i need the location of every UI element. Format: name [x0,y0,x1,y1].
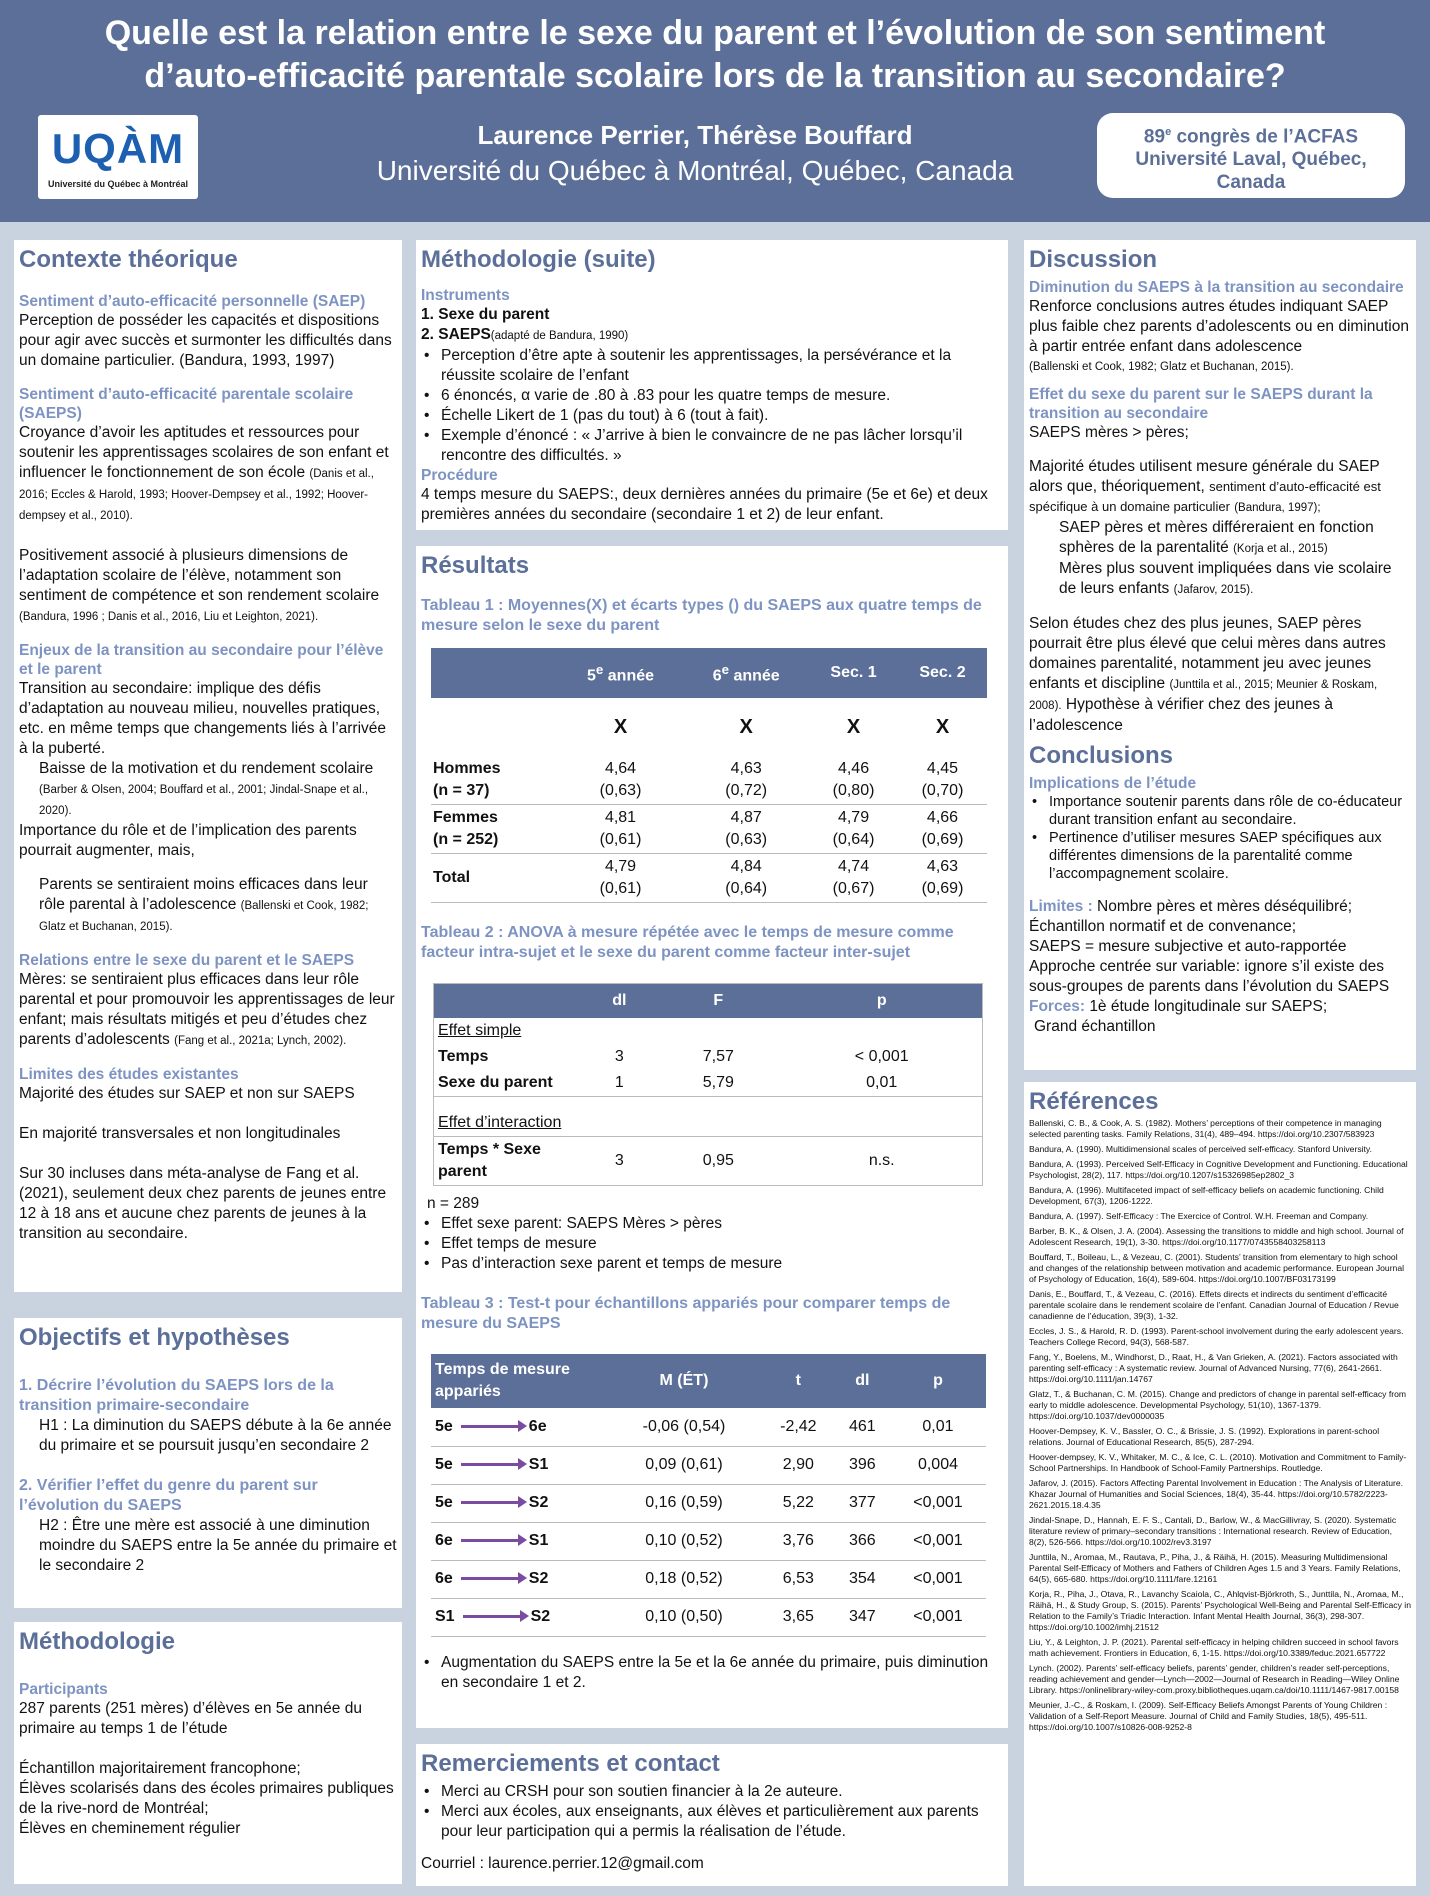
association-text [19,546,397,627]
t2-label: Temps [438,1047,489,1065]
poster-title [20,12,1410,98]
limit-3: SAEPS = mesure subjective et auto-rapportée [1029,938,1347,955]
discussion-text-2: SAEPS mères > pères; [1029,424,1189,441]
t1-sd: (0,64) [725,880,768,897]
discussion-citation-3: (Bandura, 1997); [1234,502,1321,514]
objective-1: 1. Décrire l’évolution du SAEPS lors de la transition primaire-secondaire [19,1377,334,1414]
discussion-text-4a: Selon études chez des plus jeunes, SAEP pères pourrait être plus élevé que celui mères dans autres domaines parentalité, notamment jeu avec jeunes enfants et discipline [1029,615,1386,692]
t1-row-femmes [431,805,987,854]
transition-text: Transition au secondaire: implique des défis d’adaptation au nouveau milieu, nouvelles pratiques, etc. en même temps que changements liés à l’arrivée à la puberté. [19,680,387,757]
t1-label-2: (n = 252) [433,831,499,848]
t2-bullets [421,1214,1003,1274]
reference-list [1029,1118,1411,1733]
t3-pair [431,1560,606,1598]
t2-row [434,1070,983,1097]
gender-heading: Relations entre le sexe du parent et le SAEPS [19,952,355,969]
t2-cell: < 0,001 [854,1047,909,1065]
motivation-drop: Baisse de la motivation et du rendement scolaire [39,760,374,777]
t1-mean: 4,66 [926,809,959,826]
jafarov-citation: (Jafarov, 2015). [1173,584,1254,596]
discussion-indent-2 [1029,559,1411,600]
t1-x-row [431,698,987,756]
t2-n: n = 289 [427,1195,480,1212]
t3-row [431,1408,986,1446]
t1-x-3: X [846,716,861,738]
t3-to: S2 [528,1494,549,1511]
forces-line [1029,997,1411,1017]
t3-dl: 366 [848,1532,876,1549]
t1-label [431,756,558,805]
t3-from: 5e [435,1456,453,1473]
gender-citation: (Fang et al., 2021a; Lynch, 2002). [174,1035,347,1047]
implication-1: • Importance soutenir parents dans rôle de co-éducateur durant transition enfant au secondaire. [1029,793,1411,829]
reference-item: Liu, Y., & Leighton, J. P. (2021). Parental self-efficacy in helping children succeed in school favors math achievement. Frontiers in Education, 6, 1-15. https://doi.org/10.3389/feduc.2021.657722 [1029,1637,1399,1658]
limits-text-3: Sur 30 incluses dans méta-analyse de Fang et al. (2021), seulement deux chez parents de jeunes entre 12 à 18 ans et aucune chez parents de jeunes à la transition au secondaire. [19,1165,387,1242]
t2-head-2: F [655,984,781,1018]
t1-label [431,854,558,903]
t3-dl: 377 [848,1494,876,1511]
instruments-heading: Instruments [421,287,510,304]
procedure-heading: Procédure [421,467,498,484]
korja-citation: (Korja et al., 2015) [1233,543,1328,555]
limits-text-1: Majorité des études sur SAEP et non sur SAEPS [19,1085,355,1102]
t3-pair [431,1446,606,1484]
t3-pair [431,1522,606,1560]
panel-objectifs [14,1318,402,1608]
contact-email: Courriel : laurence.perrier.12@gmail.com [421,1855,704,1872]
limits-label: Limites : [1029,898,1093,915]
discussion-text-3b: sentiment d’auto-efficacité est spécifique à un domaine particulier [1029,479,1381,514]
reference-item: Danis, E., Bouffard, T., & Vezeau, C. (2016). Effets directs et indirects du sentiment d’efficacité parentale scolaire dans le rendement scolaire de l’enfant. Canadian Journal of Education / Revue canadienne de l’éducation, 39(3), 1-32. [1029,1289,1399,1321]
logo-mark: UQÀM [51,125,185,172]
discussion-heading-1: Diminution du SAEPS à la transition au secondaire [1029,279,1404,296]
congress-box [1097,113,1405,198]
t2-label: Sexe du parent [438,1073,553,1091]
transition-indent [19,759,397,821]
congress-line-1: 89e congrès de l’ACFAS [1143,126,1359,148]
t1-head-0 [431,648,558,698]
reference-item: Bandura, A. (1993). Perceived Self-Efficacy in Cognitive Development and Functioning. Educational Psychologist, 28(2), 117. https://doi.org/10.1207/s15326985ep2802_3 [1029,1159,1408,1180]
t3-from: 6e [435,1570,453,1587]
t1-sd: (0,64) [832,831,875,848]
t1-sd: (0,80) [832,782,875,799]
reference-item: Ballenski, C. B., & Cook, A. S. (1982). Mothers’ perceptions of their competence in managing selected parenting tasks. Family Relations, 31(4), 489–494. https://doi.org/10.2307/583923 [1029,1118,1382,1139]
reference-item: Eccles, J. S., & Harold, R. D. (1993). Parent-school involvement during the early adolescent years. Teachers College Record, 94(3), 568-587. [1029,1326,1404,1347]
t3-m: 0,16 (0,59) [645,1494,723,1511]
mothers-involved: Mères plus souvent impliquées dans vie scolaire de leurs enfants [1059,560,1392,597]
panel-remerciements [416,1744,1008,1886]
poster-header [0,0,1430,222]
t1-cell [809,854,898,903]
t3-m: 0,18 (0,52) [645,1570,723,1587]
t3-p: <0,001 [913,1608,963,1625]
transition-heading: Enjeux de la transition au secondaire pour l’élève et le parent [19,642,384,678]
reference-item: Hoover-Dempsey, K. V., Bassler, O. C., & Brissie, J. S. (1992). Explorations in parent-school relations. Journal of Educational Research, 85(5), 287-294. [1029,1426,1380,1447]
t3-dl: 396 [848,1456,876,1473]
t1-row-total [431,854,987,903]
t2-cell: 7,57 [702,1047,734,1065]
t3-head-0: Temps de mesure appariés [431,1354,606,1408]
t1-mean: 4,87 [730,809,762,826]
forces-label: Forces: [1029,998,1085,1015]
table2-caption: Tableau 2 : ANOVA à mesure répétée avec le temps de mesure comme facteur intra-sujet et le sexe du parent comme facteur inter-sujet [421,924,954,961]
reference-item: Junttila, N., Aromaa, M., Rautava, P., Piha, J., & Räihä, H. (2015). Measuring Multidimensional Parental Self-Efficacy of Mothers and Fathers of Children Ages 1.5 and 3 Years. Family Relations, 64(5), 665-680. https://doi.org/10.1111/fare.12161 [1029,1552,1401,1584]
t1-sd: (0,69) [921,831,964,848]
t1-sd: (0,61) [599,880,642,897]
t1-x-0 [431,698,558,756]
t2-section-simple: Effet simple [438,1021,522,1039]
t1-mean: 4,84 [730,858,762,875]
discussion-text-4b: Hypothèse à vérifier chez des jeunes à l’adolescence [1029,696,1334,734]
t1-mean: 4,45 [926,760,959,777]
fathers-mothers-differ: SAEP pères et mères différeraient en fonction sphères de la parentalité [1059,519,1374,556]
thanks-bullets [421,1782,1003,1842]
t3-t: 3,65 [782,1608,814,1625]
t1-sd: (0,61) [599,831,642,848]
t3-t: -2,42 [780,1417,817,1435]
instrument-bullets [421,346,1003,466]
saeps-text-main: Croyance d’avoir les aptitudes et ressources pour soutenir les apprentissages scolaires de son enfant et influencer le fonctionnement de son école [19,424,389,481]
t3-m: 0,10 (0,52) [645,1532,723,1549]
t3-m: -0,06 (0,54) [642,1417,726,1435]
t3-to: S2 [528,1570,549,1587]
reference-item: Bandura, A. (1996). Multifaceted impact of self-efficacy beliefs on academic functioning. Child Development, 67(3), 1206-1222. [1029,1185,1384,1206]
t1-x-1: X [613,716,628,738]
participants-heading: Participants [19,1681,108,1698]
hypothesis-2: H2 : Être une mère est associé à une diminution moindre du SAEPS entre la 5e année du primaire et le secondaire 2 [39,1517,397,1574]
reference-item: Fang, Y., Boelens, M., Windhorst, D., Raat, H., & Van Grieken, A. (2021). Factors associated with parenting self-efficacy : A systematic review. Journal of Advanced Nursing, 77(6), 2641-2661. https://doi.org/10.1111/jan.14767 [1029,1352,1398,1384]
participants-text: 287 parents (251 mères) d’élèves en 5e année du primaire au temps 1 de l’étude [19,1700,362,1737]
t2-cell: 3 [614,1152,624,1169]
t3-p: 0,01 [922,1417,954,1435]
t2-head-1: dl [584,984,656,1018]
instrument-bullet-4: • Exemple d’énoncé : « J’arrive à bien le convaincre de ne pas lâcher lorsqu’il rencontre des difficultés. » [421,426,1003,466]
limits-line-1 [1029,897,1411,917]
instrument-2 [421,325,1003,346]
reference-item: Glatz, T., & Buchanan, C. M. (2015). Change and predictors of change in parental self-efficacy from early to middle adolescence. Developmental Psychology, 51(10), 1367-1379. https://doi.org/10.1037/dev0000035 [1029,1389,1407,1421]
t1-cell [898,756,987,805]
instrument-1: 1. Sexe du parent [421,306,550,323]
instrument-bullet-1: • Perception d’être apte à soutenir les apprentissages, la persévérance et la réussite scolaire de l’enfant [421,346,1003,386]
affiliation: Université du Québec à Montréal, Québec, Canada [376,155,1014,186]
contexte-title: Contexte théorique [19,246,238,273]
instrument-2-citation: (adapté de Bandura, 1990) [490,330,629,342]
arrow-right-icon [461,1425,521,1428]
limit-2: Échantillon normatif et de convenance; [1029,918,1297,935]
t3-dl: 461 [848,1417,876,1435]
t3-head-2: t [762,1354,835,1408]
panel-contexte [14,240,402,1292]
t1-sd: (0,67) [832,880,875,897]
t2-label: Temps * Sexe parent [438,1141,541,1180]
panel-methodologie-suite [416,240,1008,530]
conclusions-title: Conclusions [1029,742,1174,769]
t1-mean: 4,81 [604,809,637,826]
discussion-text-3a: Majorité études utilisent mesure générale du SAEP alors que, théoriquement, [1029,458,1380,495]
discussion-text-4 [1029,614,1411,736]
t1-head-4: Sec. 2 [898,648,987,698]
t3-t: 6,53 [782,1570,814,1587]
t3-bullet-1: • Augmentation du SAEPS entre la 5e et la 6e année du primaire, puis diminution en secondaire 1 et 2. [421,1653,1003,1693]
t2-cell: 1 [614,1073,624,1091]
t1-label-1: Femmes [433,809,498,826]
arrow-right-icon [463,1615,523,1618]
t3-to: S1 [528,1532,549,1549]
role-indent [19,875,397,937]
table1-caption: Tableau 1 : Moyennes(X) et écarts types () du SAEPS aux quatre temps de mesure selon le sexe du parent [421,597,982,634]
congress-line-3: Canada [1216,172,1286,194]
t1-cell [558,756,684,805]
t3-to: S2 [530,1608,551,1625]
t2-bullet-3: • Pas d’interaction sexe parent et temps de mesure [421,1254,1003,1274]
reference-item: Bandura, A. (1997). Self-Efficacy : The Exercice of Control. W.H. Freeman and Company. [1029,1211,1369,1221]
t3-row [431,1522,986,1560]
t3-t: 3,76 [782,1532,814,1549]
procedure-text: 4 temps mesure du SAEPS:, deux dernières années du primaire (5e et 6e) et deux premières années du secondaire (secondaire 1 et 2) de leur enfant. [421,486,988,523]
t1-x-2: X [739,716,753,738]
objective-2: 2. Vérifier l’effet du genre du parent sur l’évolution du SAEPS [19,1477,318,1514]
hypothesis-1: H1 : La diminution du SAEPS débute à la 6e année du primaire et se poursuit jusqu’en secondaire 2 [39,1417,392,1454]
role-text: Importance du rôle et de l’implication des parents pourrait augmenter, mais, [19,822,357,859]
saeps-text [19,423,397,526]
discussion-citation-1: (Ballenski et Cook, 1982; Glatz et Buchanan, 2015). [1029,361,1294,373]
reference-item: Jindal-Snape, D., Hannah, E. F. S., Cantali, D., Barlow, W., & MacGillivray, S. (2020). Systematic literature review of primary–secondary transitions : International research. Review of Education, 8(2), 526-566. https://doi.org/10.1002/rev3.3197 [1029,1515,1397,1547]
t1-cell [683,854,809,903]
thanks-bullet-1: • Merci au CRSH pour son soutien financier à la 2e auteure. [421,1782,1003,1802]
reference-item: Korja, R., Piha, J., Otava, R., Lavanchy Scaiola, C., Ahlqvist-Björkroth, S., Junttila, N., Aromaa, M., Räihä, H., & Study Group, S. (2015). Parents’ Psychological Well-Being and Parental Self-Efficacy in Relation to the Family’s Triadic Interaction. Infant Mental Health Journal, 36(3), 298-307. https://doi.org/10.1002/imhj.21512 [1029,1589,1411,1632]
reference-item: Lynch. (2002). Parents’ self-efficacy beliefs, parents’ gender, children’s reader self-perceptions, reading achievement and gender—Lynch—2002—Journal of Research in Reading—Wiley Online Library. https://onlinelibrary-wiley-com.proxy.bibliotheques.uqam.ca/doi/10.1111/1467-9817.00158 [1029,1663,1400,1695]
t1-mean: 4,79 [604,858,637,875]
implications-heading: Implications de l’étude [1029,775,1197,792]
t1-label [431,805,558,854]
t3-m: 0,10 (0,50) [645,1608,723,1625]
t3-from: S1 [435,1608,455,1625]
t1-cell [898,805,987,854]
motivation-citation: (Barber & Olsen, 2004; Bouffard et al., 2001; Jindal-Snape et al., 2020). [39,784,369,817]
instrument-2-name: 2. SAEPS [421,326,491,343]
table-1 [431,648,987,903]
table3-caption: Tableau 3 : Test-t pour échantillons appariés pour comparer temps de mesure du SAEPS [421,1295,951,1332]
discussion-title: Discussion [1029,246,1158,273]
t1-cell [683,756,809,805]
instrument-bullet-2: • 6 énoncés, α varie de .80 à .83 pour les quatre temps de mesure. [421,386,1003,406]
t2-row [434,1137,983,1186]
sample-line-2: Élèves scolarisés dans des écoles primaires publiques de la rive-nord de Montréal; [19,1780,394,1817]
limit-4: Approche centrée sur variable: ignore s’il existe des sous-groupes de parents dans l’évolution du SAEPS [1029,958,1390,995]
t3-p: 0,004 [917,1456,958,1473]
t1-mean: 4,64 [604,760,637,777]
congress-line-2: Université Laval, Québec, [1135,149,1367,171]
t1-cell [809,805,898,854]
t3-pair [431,1598,606,1636]
t1-head-3: Sec. 1 [809,648,898,698]
reference-item: Barber, B. K., & Olsen, J. A. (2004). Assessing the transitions to middle and high school. Journal of Adolescent Research, 19(1), 3-30. https://doi.org/10.1177/0743558403258113 [1029,1226,1404,1247]
arrow-right-icon [461,1577,521,1580]
t1-cell [809,756,898,805]
methodologie-suite-title: Méthodologie (suite) [421,246,656,273]
t2-bullet-2: • Effet temps de mesure [421,1234,1003,1254]
association-text-main: Positivement associé à plusieurs dimensions de l’adaptation scolaire de l’élève, notamment son sentiment de compétence et son rendement scolaire [19,547,380,604]
t3-t: 2,90 [782,1456,814,1473]
saep-heading: Sentiment d’auto-efficacité personnelle (SAEP) [19,293,366,310]
t3-from: 5e [435,1417,453,1435]
t1-cell [898,854,987,903]
t1-label-1: Hommes [433,760,501,777]
t3-p: <0,001 [913,1494,963,1511]
t2-cell: 0,95 [702,1152,734,1169]
t1-cell [558,805,684,854]
t1-mean: 4,63 [730,760,762,777]
reference-item: Meunier, J.-C., & Roskam, I. (2009). Self-Efficacy Beliefs Amongst Parents of Young Children : Validation of a Self-Report Measure. Journal of Child and Family Studies, 18(5), 495-511. https://doi.org/10.1007/s10826-008-9252-8 [1029,1700,1388,1732]
t1-mean: 4,63 [926,858,959,875]
t1-cell [558,854,684,903]
t1-head-2: 6e année [683,648,809,698]
remerciements-title: Remerciements et contact [421,1750,720,1777]
t2-cell: n.s. [868,1152,895,1169]
panel-resultats [416,546,1008,1728]
discussion-text-1: Renforce conclusions autres études indiquant SAEP plus faible chez parents d’adolescents ou en diminution à partir entrée enfant dans adolescence [1029,298,1409,355]
implication-2: • Pertinence d’utiliser mesures SAEP spécifiques aux différentes dimensions de la parentalité comme l’accompagnement scolaire. [1029,829,1411,883]
panel-methodologie [14,1622,402,1884]
table-2 [433,983,983,1186]
discussion-citation-4: (Junttila et al., 2015; Meunier & Roskam, 2008). [1029,679,1378,712]
t1-mean: 4,46 [837,760,870,777]
gender-text [19,970,397,1051]
arrow-right-icon [461,1539,521,1542]
t3-p: <0,001 [913,1532,963,1549]
panel-references [1024,1082,1416,1886]
t3-from: 6e [435,1532,453,1549]
t3-row [431,1484,986,1522]
force-1: 1è étude longitudinale sur SAEPS; [1089,998,1328,1015]
table-3 [431,1354,986,1637]
t3-dl: 347 [848,1608,876,1625]
reference-item: Bandura, A. (1990). Multidimensional scales of perceived self-efficacy. Stanford University. [1029,1144,1372,1154]
t1-sd: (0,72) [725,782,768,799]
reference-item: Bouffard, T., Boileau, L., & Vezeau, C. (2001). Students’ transition from elementary to high school and changes of the relationship between motivation and academic performance. European Journal of Psychology of Education, 16(4), 589-604. https://doi.org/10.1007/BF03173199 [1029,1252,1405,1284]
uqam-logo [38,115,198,199]
t3-p: <0,001 [913,1570,963,1587]
t2-row [434,1044,983,1070]
t1-cell [683,805,809,854]
references-title: Références [1029,1088,1159,1115]
saeps-citation: (Danis et al., 2016; Eccles & Harold, 1993; Hoover-Dempsey et al., 1992; Hoover-dempsey et al., 2010). [19,468,374,522]
arrow-right-icon [461,1463,521,1466]
t3-to: S1 [528,1456,549,1473]
parents-less-efficient: Parents se sentiraient moins efficaces dans leur rôle parental à l’adolescence [39,876,368,913]
t2-head-0 [434,984,584,1018]
authors: Laurence Perrier, Thérèse Bouffard [477,120,913,150]
t1-mean: 4,74 [837,858,870,875]
title-line-2: d’auto-efficacité parentale scolaire lors de la transition au secondaire? [144,57,1286,95]
t2-bullet-1: • Effet sexe parent: SAEPS Mères > pères [421,1214,1003,1234]
t1-row-hommes [431,756,987,805]
t2-head-3: p [781,984,982,1018]
sample-line-3: Élèves en cheminement régulier [19,1820,241,1837]
t1-sd: (0,63) [725,831,768,848]
t3-row [431,1446,986,1484]
t3-head-4: p [890,1354,986,1408]
title-line-1: Quelle est la relation entre le sexe du parent et l’évolution de son sentiment [104,14,1326,52]
resultats-title: Résultats [421,552,530,579]
t3-head-3: dl [835,1354,890,1408]
t3-pair [431,1484,606,1522]
discussion-indent-1 [1029,518,1411,559]
t1-head-1: 5e année [558,648,684,698]
limits-text-2: En majorité transversales et non longitudinales [19,1125,341,1142]
t3-to: 6e [528,1417,547,1435]
sample-line-1: Échantillon majoritairement francophone; [19,1760,301,1777]
t2-cell: 0,01 [866,1073,898,1091]
t2-cell: 5,79 [702,1073,734,1091]
t3-bullets [421,1653,1003,1693]
thanks-bullet-2: • Merci aux écoles, aux enseignants, aux élèves et particulièrement aux parents pour leur participation qui a permis la réalisation de l’étude. [421,1802,1003,1842]
t1-mean: 4,79 [837,809,870,826]
t3-row [431,1598,986,1636]
reference-item: Jafarov, J. (2015). Factors Affecting Parental Involvement in Education : The Analysis of Literature. Khazar Journal of Humanities and Social Sciences, 18(4), 35-44. https://doi.org/10.5782/2223-2621.2015.18.4.35 [1029,1478,1404,1510]
reference-item: Hoover-dempsey, K. V., Whitaker, M. C., & Ice, C. L. (2010). Motivation and Commitment to Family-School Partnerships. In Handbook of School-Family Partnerships. Routledge. [1029,1452,1407,1473]
discussion-text-3 [1029,457,1411,518]
t1-x-4: X [935,716,950,738]
limit-1: Nombre pères et mères déséquilibré; [1097,898,1353,915]
parents-citation: (Ballenski et Cook, 1982; Glatz et Buchanan, 2015). [39,900,369,933]
t1-label-1: Total [433,869,471,886]
t3-row [431,1560,986,1598]
limits-heading: Limites des études existantes [19,1066,239,1083]
saep-text: Perception de posséder les capacités et dispositions pour agir avec succès et surmonter les difficultés dans un domaine particulier. (Bandura, 1993, 1997) [19,312,392,369]
t1-sd: (0,69) [921,880,964,897]
implications-bullets [1029,793,1411,883]
methodologie-title: Méthodologie [19,1628,175,1655]
logo-subtitle: Université du Québec à Montréal [47,179,189,189]
objectifs-title: Objectifs et hypothèses [19,1324,290,1351]
t3-from: 5e [435,1494,453,1511]
t1-sd: (0,63) [599,782,642,799]
t1-sd: (0,70) [921,782,964,799]
t3-head-1: M (ÉT) [606,1354,762,1408]
instrument-bullet-3: • Échelle Likert de 1 (pas du tout) à 6 (tout à fait). [421,406,1003,426]
t3-t: 5,22 [782,1494,814,1511]
arrow-right-icon [461,1501,521,1504]
panel-discussion [1024,240,1416,1070]
discussion-heading-2: Effet du sexe du parent sur le SAEPS durant la transition au secondaire [1029,386,1373,422]
t1-label-2: (n = 37) [433,782,490,799]
t3-dl: 354 [848,1570,876,1587]
t2-section-interaction: Effet d’interaction [438,1114,562,1131]
t3-m: 0,09 (0,61) [645,1456,723,1473]
gender-text-main: Mères: se sentiraient plus efficaces dans leur rôle parental et pour promouvoir les apprentissages de leur enfant; mais résultats mitigés et peu d’études chez parents d’adolescents [19,971,395,1048]
t2-cell: 3 [614,1047,624,1065]
saeps-heading: Sentiment d’auto-efficacité parentale scolaire (SAEPS) [19,386,354,422]
force-2: Grand échantillon [1034,1018,1156,1035]
t3-pair [431,1408,606,1446]
association-citation: (Bandura, 1996 ; Danis et al., 2016, Liu et Leighton, 2021). [19,611,319,623]
